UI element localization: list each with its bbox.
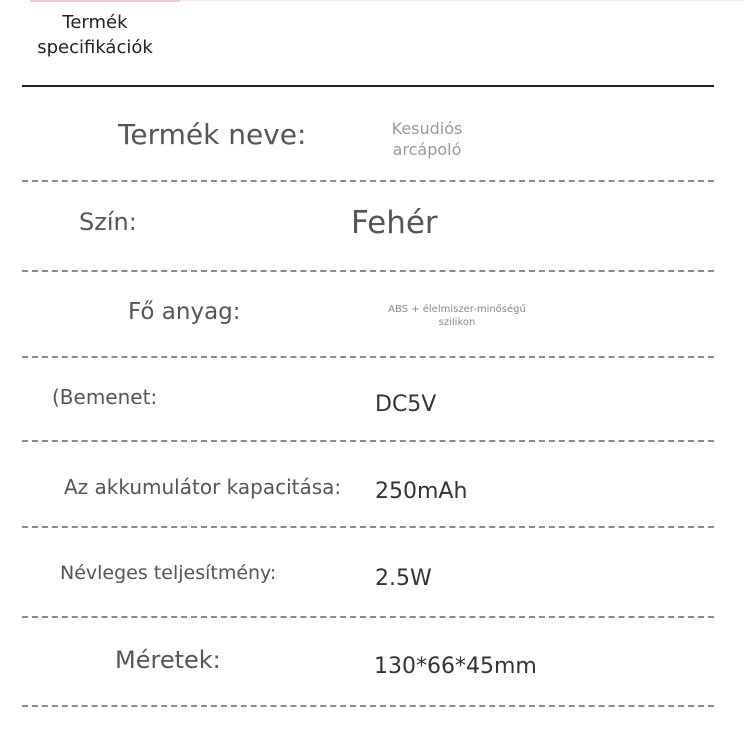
spec-value-product-name-line1: Kesudiós <box>391 119 463 138</box>
row-divider <box>22 440 714 442</box>
spec-value-power: 2.5W <box>375 566 432 591</box>
header-divider <box>22 85 714 87</box>
row-divider <box>22 526 714 528</box>
spec-label-input: (Bemenet: <box>52 385 158 409</box>
spec-label-product-name: Termék neve: <box>118 118 307 151</box>
spec-value-dimensions: 130*66*45mm <box>374 654 537 679</box>
top-accent-line <box>30 0 180 2</box>
spec-label-material: Fő anyag: <box>128 299 241 325</box>
spec-value-product-name-line2: arcápoló <box>392 140 462 159</box>
spec-value-material-line1: ABS + élelmiszer-minőségű <box>388 304 526 315</box>
page-title-line2: specifikációk <box>37 37 153 58</box>
row-divider <box>22 270 714 272</box>
row-divider <box>22 705 714 707</box>
page-title <box>20 10 170 60</box>
page-title-line1: Termék <box>62 12 128 33</box>
top-accent-line-faint <box>180 0 744 1</box>
spec-value-input: DC5V <box>375 392 437 417</box>
row-divider <box>22 616 714 618</box>
spec-label-dimensions: Méretek: <box>115 646 221 674</box>
spec-label-color: Szín: <box>79 208 137 236</box>
spec-value-battery: 250mAh <box>375 479 468 504</box>
spec-value-color: Fehér <box>351 205 438 241</box>
spec-label-power: Névleges teljesítmény: <box>60 562 277 584</box>
row-divider <box>22 180 714 182</box>
row-divider <box>22 356 714 358</box>
spec-value-product-name <box>382 118 472 160</box>
spec-value-material-line2: szilikon <box>438 317 476 328</box>
spec-label-battery: Az akkumulátor kapacitása: <box>64 475 342 499</box>
spec-value-material <box>375 303 539 329</box>
